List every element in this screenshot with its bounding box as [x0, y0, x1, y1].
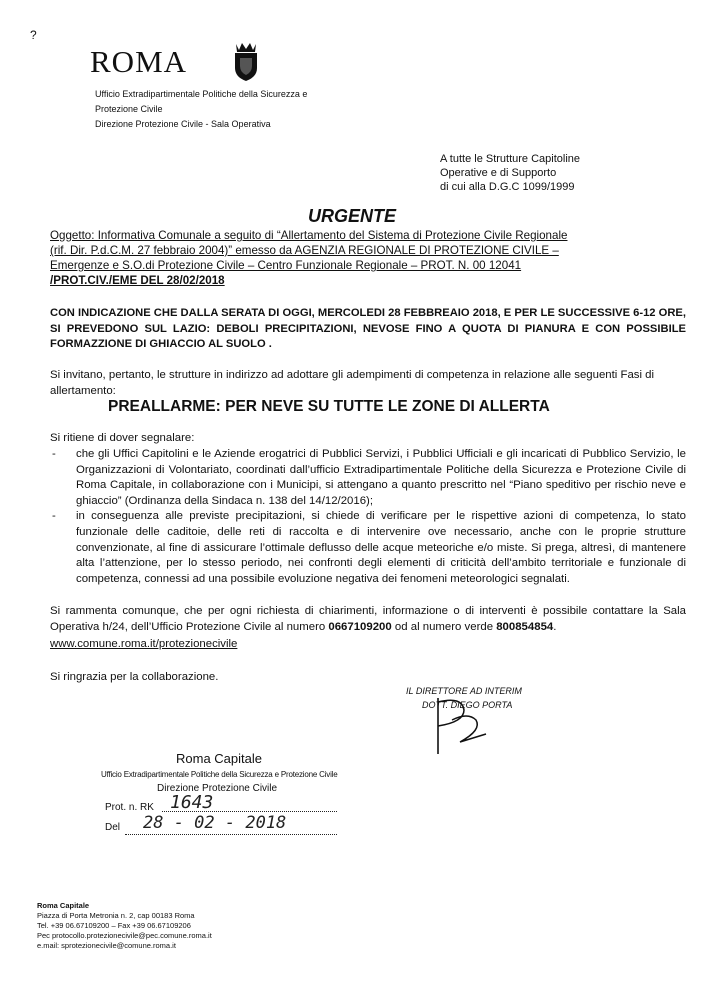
list-item [50, 509, 686, 587]
subject-line: (rif. Dir. P.d.C.M. 27 febbraio 2004)” emesso da AGENZIA REGIONALE DI PROTEZIONE CIVILE – [50, 244, 559, 257]
footer-pec: Pec protocollo.protezionecivile@pec.comune.roma.it [37, 931, 212, 940]
bullet-text: in conseguenza alle previste precipitazioni, si chiede di verificare per le rispettive azioni di competenza, lo stato funzionale delle caditoie, delle reti di raccolta e di intervenire ove necessario, anche con le proprie strutture convenzionate, al fine di assicurare l’ottimale deflusso delle acque meteoriche e/o miste. Si prega, altresì, di mantenere alta l’attenzione, per lo stesso periodo, nei confronti degli elementi di criticità dell’ambito territoriale e funzionale di competenza, connessi ad una possibile evoluzione negativa dei fenomeni meteorologici segnalati. [76, 510, 686, 585]
rome-crest-icon [231, 40, 261, 82]
contact-text: Si rammenta comunque, che per ogni richiesta di chiarimenti, informazione o di interventi è possibile contattare la Sala Operativa h/24, dell’Ufficio Protezione Civile al numero [50, 605, 686, 633]
thanks-text: Si ringrazia per la collaborazione. [50, 671, 219, 683]
footer [37, 901, 212, 951]
prealarm-heading: PREALLARME: PER NEVE SU TUTTE LE ZONE DI ALLERTA [108, 398, 550, 415]
contact-toll-free: 800854854 [496, 620, 554, 633]
urgent-title: URGENTE [308, 206, 397, 226]
recipient-line: di cui alla D.G.C 1099/1999 [440, 181, 575, 193]
recipient-line: Operative e di Supporto [440, 167, 557, 179]
list-item [50, 447, 686, 509]
subject-block [50, 228, 686, 288]
subject-protocol-line: /PROT.CIV./EME DEL 28/02/2018 [50, 274, 225, 287]
signature-title: IL DIRETTORE AD INTERIM [406, 686, 522, 696]
contact-text-end: . [553, 620, 557, 633]
subject-line: Oggetto: Informativa Comunale a seguito di “Allertamento del Sistema di Protezione Civile Regionale [50, 229, 568, 242]
stamp-prot-label: Prot. n. RK [105, 802, 154, 813]
contact-text-middle: od al numero verde [391, 620, 497, 633]
contact-phone: 0667109200 [328, 620, 392, 633]
stamp-line-2: Ufficio Extradipartimentale Politiche della Sicurezza e Protezione Civile [101, 770, 338, 779]
office-line-2: Protezione Civile [95, 104, 163, 114]
stamp-line-1: Roma Capitale [176, 751, 262, 766]
bullet-dash: - [52, 510, 56, 523]
recipient-line: A tutte le Strutture Capitoline [440, 153, 581, 165]
office-line-1: Ufficio Extradipartimentale Politiche della Sicurezza e [95, 89, 308, 99]
signature-name: DOTT. DIEGO PORTA [422, 700, 513, 710]
stamp-prot-value: 1643 [170, 792, 214, 813]
subject-line: Emergenze e S.O.di Protezione Civile – Centro Funzionale Regionale – PROT. N. 00 12041 [50, 259, 522, 272]
stamp-date-label: Del [105, 822, 121, 833]
intro-text: Si invitano, pertanto, le strutture in indirizzo ad adottare gli adempimenti di competenza in relazione alle seguenti Fasi di allertamento: [50, 369, 655, 397]
recipients-block [440, 152, 580, 194]
bullet-text: che gli Uffici Capitolini e le Aziende erogatrici di Pubblici Servizi, i Pubblici Ufficiali e gli incaricati di Pubblico Servizio, le Organizzazioni di Volontariato, coordinati dall’ufficio Extradipartimentale Politiche della Sicurezza e Protezione Civile di Roma Capitale, in collaborazione con i Municipi, si attengano a quanto prescritto nel “Piano speditivo per rischio neve e ghiaccio” (Ordinanza della Sindaca n. 138 del 14/12/2016); [76, 448, 686, 507]
stamp-date-value: 28 - 02 - 2018 [143, 813, 287, 833]
date-dotted-line [125, 834, 337, 835]
website-link[interactable]: www.comune.roma.it/protezionecivile [50, 638, 238, 650]
contact-paragraph [50, 604, 686, 635]
signal-intro: Si ritiene di dover segnalare: [50, 432, 195, 444]
bullet-dash: - [52, 448, 56, 460]
logo-text: ROMA [90, 44, 188, 79]
footer-email: e.mail: sprotezionecivile@comune.roma.it [37, 941, 176, 950]
footer-org: Roma Capitale [37, 901, 90, 910]
corner-mark: ? [30, 28, 37, 42]
bullet-list [50, 447, 686, 587]
office-line-3: Direzione Protezione Civile - Sala Operativa [95, 119, 271, 129]
footer-phone: Tel. +39 06.67109200 – Fax +39 06.67109206 [37, 921, 191, 930]
stamp-line-3: Direzione Protezione Civile [157, 783, 278, 794]
alert-text: CON INDICAZIONE CHE DALLA SERATA DI OGGI, MERCOLEDI 28 FEBBREAIO 2018, E PER LE SUCCESSIVE 6-12 ORE, SI PREVEDONO SUL LAZIO: DEBOLI PRECIPITAZIONI, NEVOSE FINO A QUOTA DI PIANURA E CON POSSIBILE FORMAZZIONE DI GHIACCIO AL SUOLO . [50, 307, 686, 351]
handwritten-signature [424, 690, 494, 760]
footer-address: Piazza di Porta Metronia n. 2, cap 00183 Roma [37, 911, 195, 920]
